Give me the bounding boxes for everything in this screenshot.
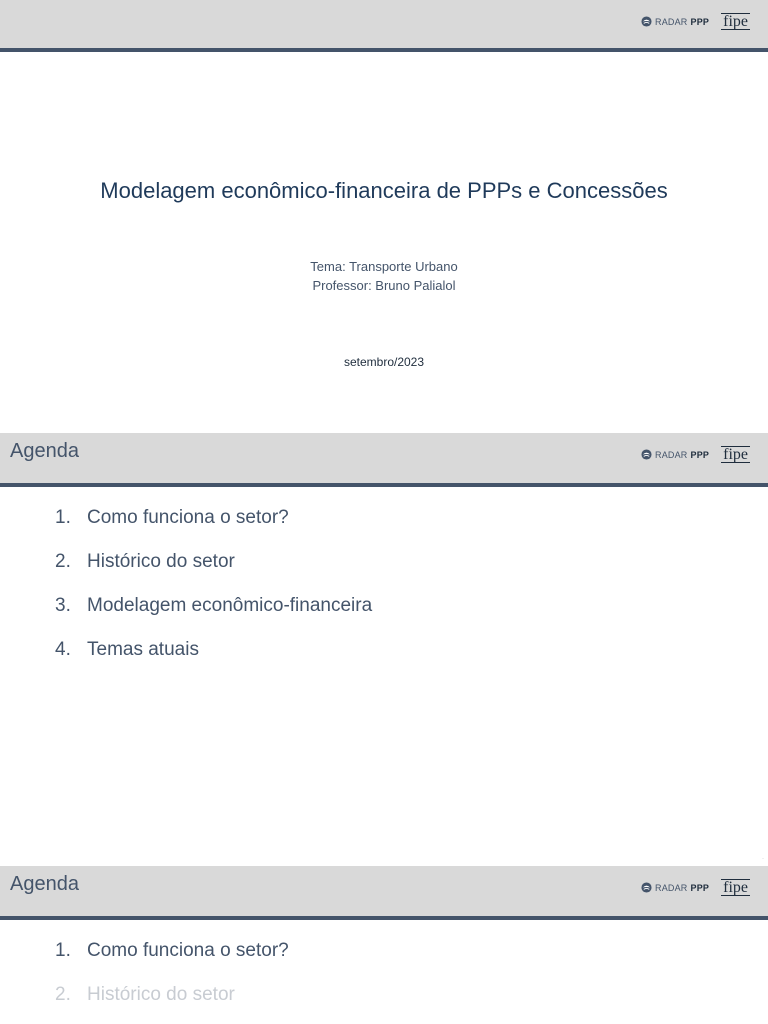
radar-ppp-word: PPP: [690, 16, 710, 27]
agenda-item-label: Modelagem econômico-financeira: [87, 595, 373, 616]
radar-ppp-word: PPP: [690, 882, 710, 893]
slide-header: [0, 866, 768, 920]
radar-globe-icon: [641, 449, 652, 460]
agenda-slide: [0, 433, 768, 866]
agenda-item-label: Como funciona o setor?: [87, 940, 289, 961]
fipe-logo: fipe: [723, 879, 748, 896]
radar-ppp-logo: [641, 449, 709, 460]
agenda-item-number: 1.: [55, 507, 71, 528]
radar-globe-icon: [641, 16, 652, 27]
header-logos: [641, 879, 750, 896]
radar-word: RADAR: [655, 882, 688, 893]
slide-header: [0, 433, 768, 487]
agenda-item-label: Histórico do setor: [87, 551, 235, 572]
header-logos: [641, 13, 750, 30]
agenda-item-number: 1.: [55, 940, 71, 961]
cover-date: setembro/2023: [343, 355, 425, 369]
agenda-item-label: Como funciona o setor?: [87, 507, 289, 528]
radar-word: RADAR: [655, 16, 688, 27]
agenda-item-number: 2.: [55, 984, 71, 1005]
header-logos: [641, 446, 750, 463]
slide-title: Agenda: [10, 873, 79, 895]
fipe-logo: fipe: [723, 13, 748, 30]
cover-professor: Professor: Bruno Palialol: [312, 278, 456, 293]
slide-title: Agenda: [10, 440, 79, 462]
radar-ppp-logo: [641, 882, 709, 893]
radar-globe-icon: [641, 882, 652, 893]
agenda-item-label: Histórico do setor: [87, 984, 235, 1005]
slide-header: [0, 0, 768, 52]
fipe-logo: fipe: [723, 446, 748, 463]
corner-mark: ·: [762, 856, 764, 862]
agenda-item-number: 2.: [55, 551, 71, 572]
agenda-slide-highlight: [0, 866, 768, 1024]
radar-word: RADAR: [655, 449, 688, 460]
radar-ppp-logo: [641, 16, 709, 27]
agenda-item-number: 3.: [55, 595, 71, 616]
radar-ppp-word: PPP: [690, 449, 710, 460]
cover-title: Modelagem econômico-financeira de PPPs e Concessões: [100, 178, 668, 203]
agenda-item-number: 4.: [55, 639, 71, 660]
agenda-item-label: Temas atuais: [87, 639, 199, 660]
cover-slide: [0, 0, 768, 433]
cover-theme: Tema: Transporte Urbano: [310, 259, 458, 274]
